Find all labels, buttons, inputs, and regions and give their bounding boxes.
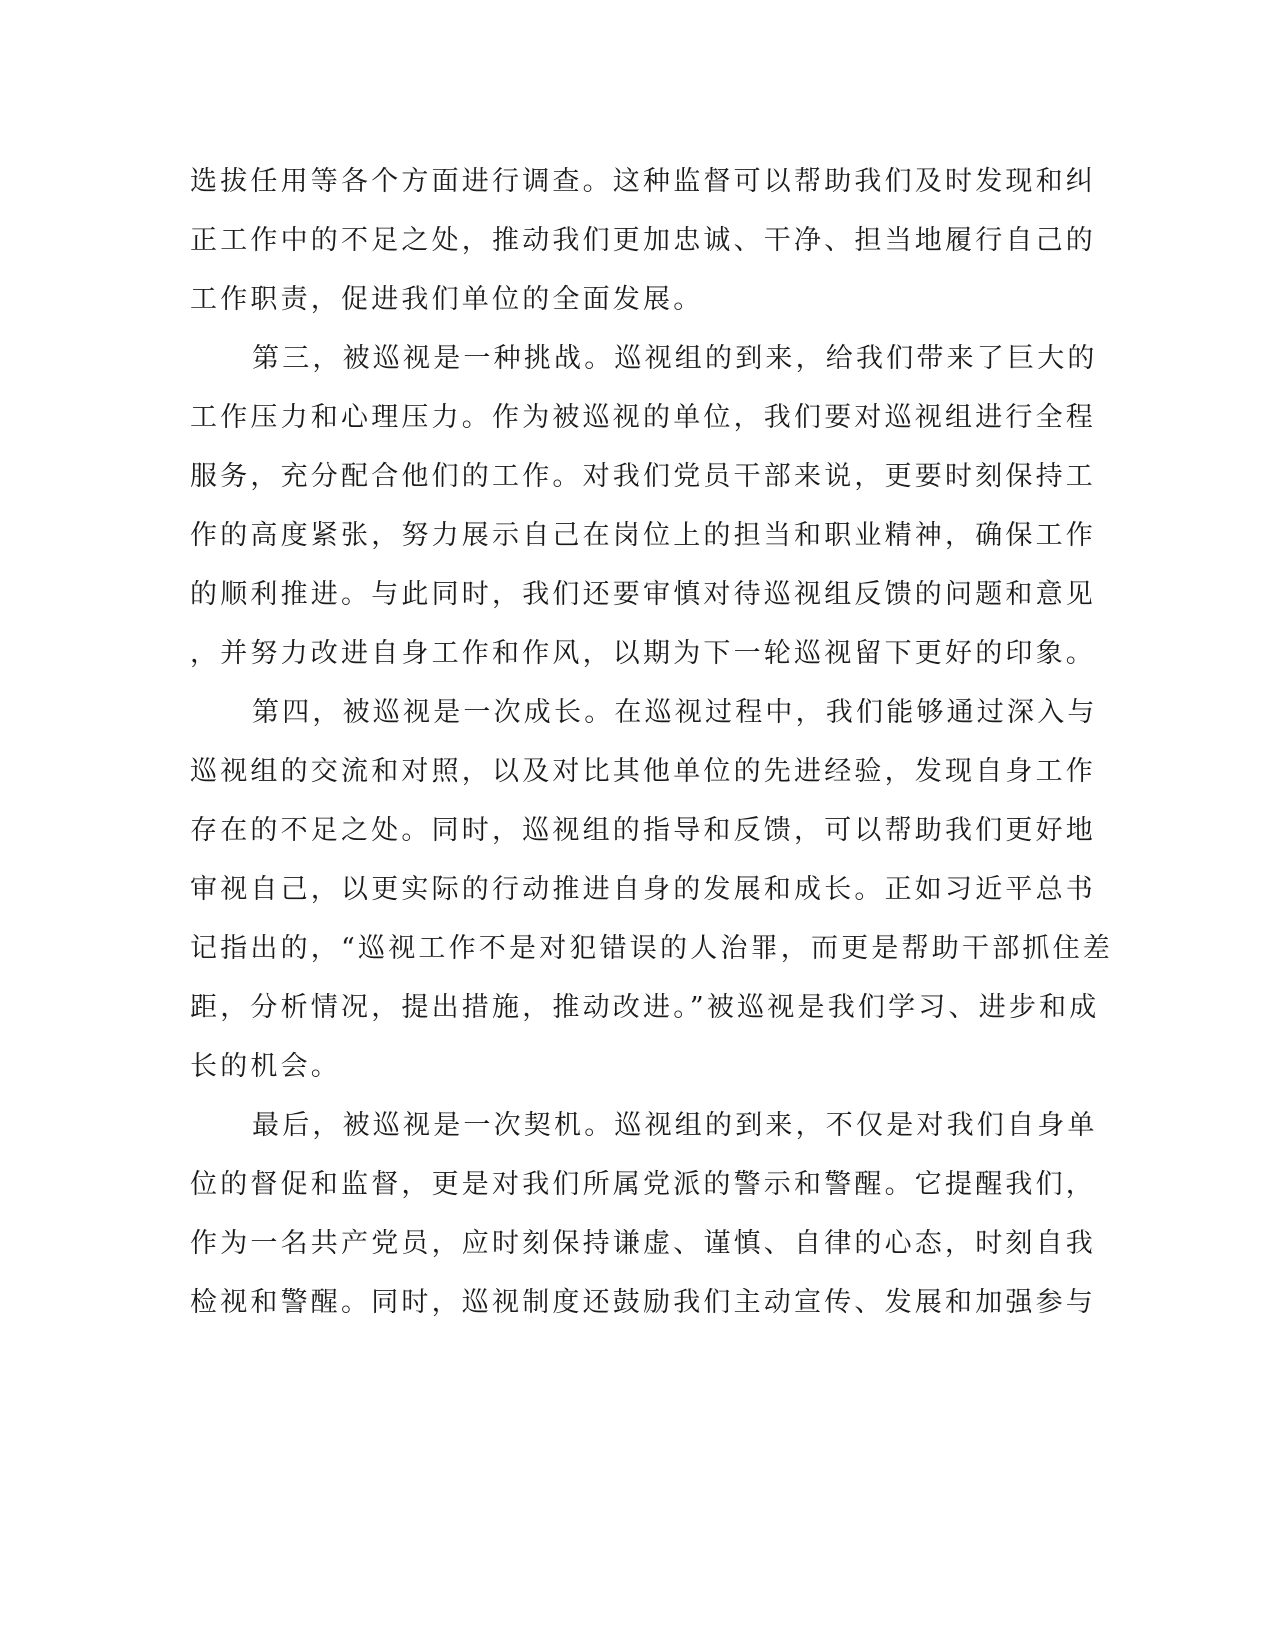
text-line: 的顺利推进。与此同时，我们还要审慎对待巡视组反馈的问题和意见 bbox=[190, 579, 1096, 610]
text-line: 长的机会。 bbox=[190, 1051, 341, 1082]
text-line: 记指出的，“巡视工作不是对犯错误的人治罪，而更是帮助干部抓住差 bbox=[190, 933, 1114, 964]
text-line: 作为一名共产党员，应时刻保持谦虚、谨慎、自律的心态，时刻自我 bbox=[190, 1228, 1096, 1259]
text-line: 存在的不足之处。同时，巡视组的指导和反馈，可以帮助我们更好地 bbox=[190, 815, 1096, 846]
text-line: 检视和警醒。同时，巡视制度还鼓励我们主动宣传、发展和加强参与 bbox=[190, 1287, 1096, 1318]
paragraph-start-line: 第三，被巡视是一种挑战。巡视组的到来，给我们带来了巨大的 bbox=[252, 343, 1098, 374]
text-line: ，并努力改进自身工作和作风，以期为下一轮巡视留下更好的印象。 bbox=[190, 638, 1096, 669]
text-line: 服务，充分配合他们的工作。对我们党员干部来说，更要时刻保持工 bbox=[190, 461, 1096, 492]
text-line: 工作压力和心理压力。作为被巡视的单位，我们要对巡视组进行全程 bbox=[190, 402, 1096, 433]
text-line: 距，分析情况，提出措施，推动改进。”被巡视是我们学习、进步和成 bbox=[190, 992, 1100, 1023]
text-line: 巡视组的交流和对照，以及对比其他单位的先进经验，发现自身工作 bbox=[190, 756, 1096, 787]
text-line: 作的高度紧张，努力展示自己在岗位上的担当和职业精神，确保工作 bbox=[190, 520, 1096, 551]
paragraph-start-line: 最后，被巡视是一次契机。巡视组的到来，不仅是对我们自身单 bbox=[252, 1110, 1098, 1141]
paragraph-start-line: 第四，被巡视是一次成长。在巡视过程中，我们能够通过深入与 bbox=[252, 697, 1098, 728]
text-line: 位的督促和监督，更是对我们所属党派的警示和警醒。它提醒我们， bbox=[190, 1169, 1096, 1200]
text-line: 审视自己，以更实际的行动推进自身的发展和成长。正如习近平总书 bbox=[190, 874, 1096, 905]
text-line: 正工作中的不足之处，推动我们更加忠诚、干净、担当地履行自己的 bbox=[190, 225, 1096, 256]
text-line: 选拔任用等各个方面进行调查。这种监督可以帮助我们及时发现和纠 bbox=[190, 166, 1096, 197]
text-line: 工作职责，促进我们单位的全面发展。 bbox=[190, 284, 704, 315]
